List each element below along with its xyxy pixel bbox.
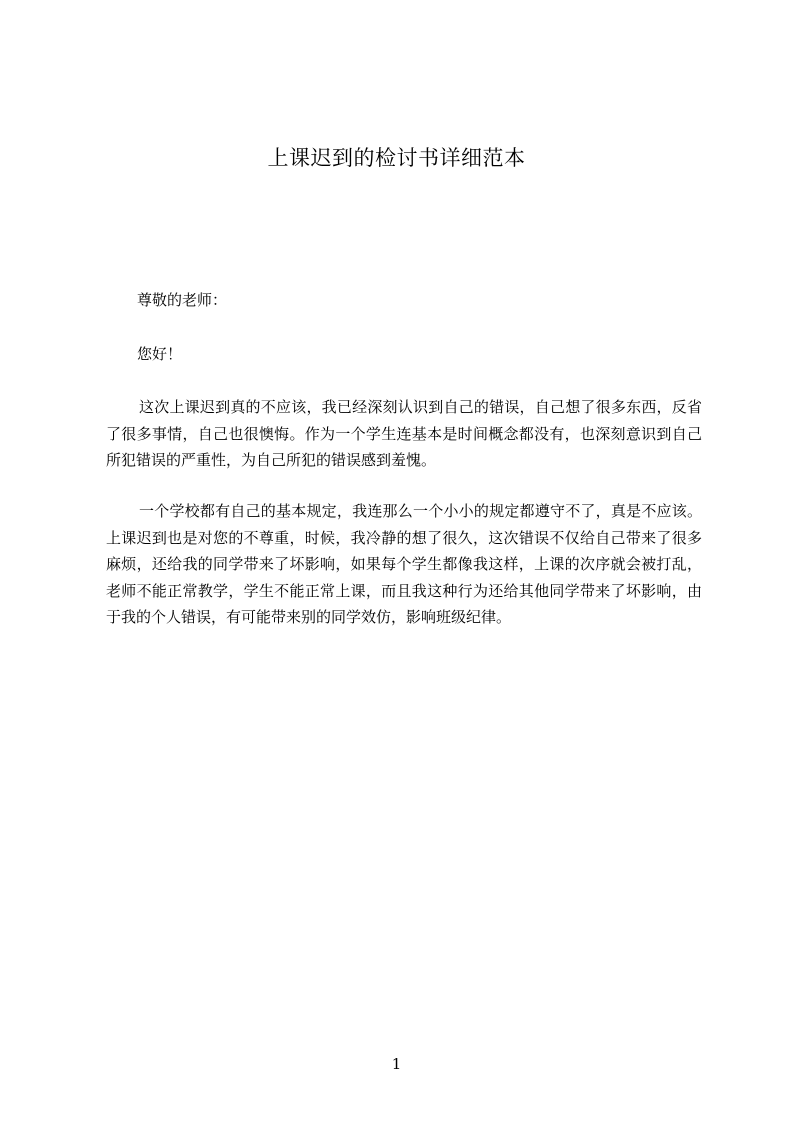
body-paragraph-2: 一个学校都有自己的基本规定，我连那么一个小小的规定都遵守不了，真是不应该。上课迟到也是对您的不尊重，时候，我冷静的想了很久，这次错误不仅给自己带来了很多麻烦，还给我的同学带来了坏影响，如果每个学生都像我这样，上课的次序就会被打乱，老师不能正常教学，学生不能正常上课，而且我这种行为还给其他同学带来了坏影响，由于我的个人错误，有可能带来别的同学效仿，影响班级纪律。 (106, 502, 702, 626)
page-number: 1 (391, 1055, 402, 1073)
document-title: 上课迟到的检讨书详细范本 (267, 146, 526, 170)
body-paragraph-1: 这次上课迟到真的不应该，我已经深刻认识到自己的错误，自己想了很多东西，反省了很多事情，自己也很懊悔。作为一个学生连基本是时间概念都没有，也深刻意识到自己所犯错误的严重性，为自己所犯的错误感到羞愧。 (106, 398, 702, 469)
greeting: 您好！ (137, 345, 183, 363)
salutation: 尊敬的老师： (137, 291, 228, 309)
